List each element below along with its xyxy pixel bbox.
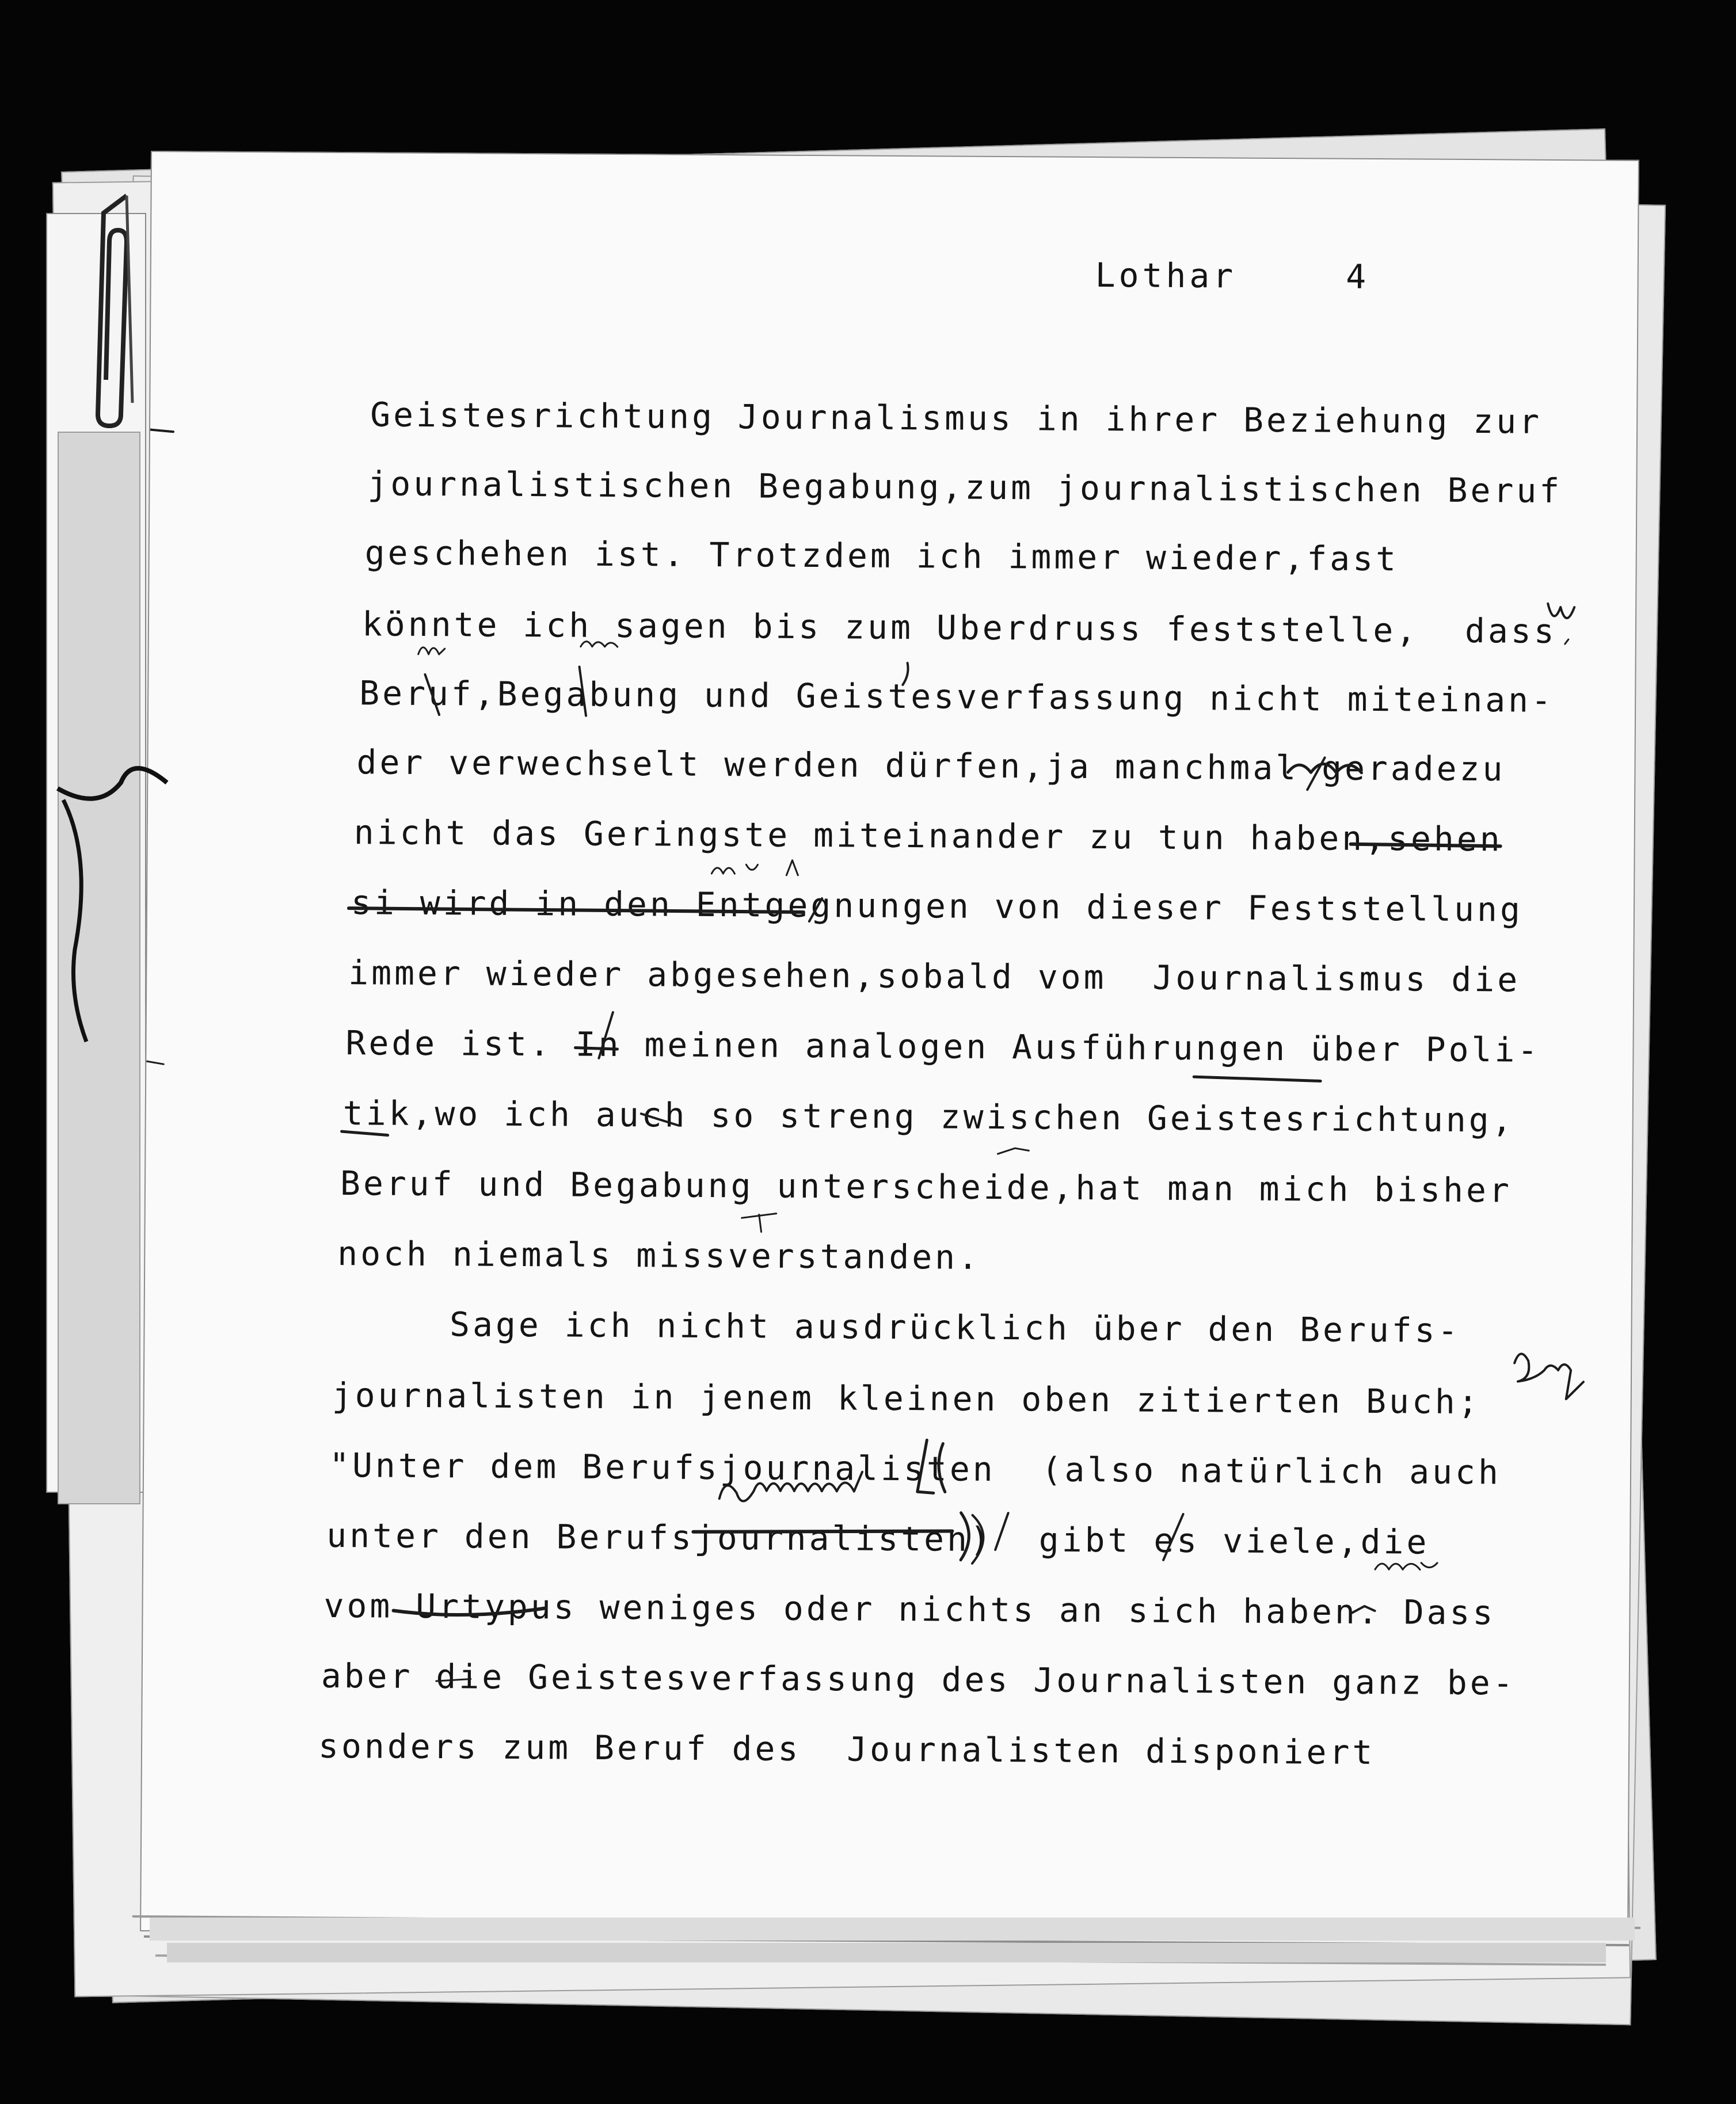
text-line: Beruf,Begabung und Geistesverfassung nicht miteinan- (359, 673, 1555, 720)
text-line: Rede ist. In meinen analogen Ausführungen über Poli- (345, 1023, 1541, 1070)
text-line: sonders zum Beruf des Journalisten disponiert (318, 1726, 1376, 1773)
text-line: noch niemals missverstanden. (337, 1234, 981, 1277)
text-line: aber die Geistesverfassung des Journalisten ganz be- (321, 1656, 1516, 1703)
text-line: "Unter dem Berufsjournalisten (also natürlich auch (329, 1445, 1502, 1492)
text-line: vom Urtypus weniges oder nichts an sich haben. Dass (323, 1585, 1496, 1633)
stacked-page-edges (132, 1905, 1652, 1985)
text-line: der verwechselt werden dürfen,ja manchmal geradezu (356, 742, 1506, 789)
text-line: unter den Berufsjournalisten) gibt es viele,die (326, 1515, 1430, 1562)
text-line: immer wieder abgesehen,sobald vom Journalismus die (348, 953, 1521, 1000)
text-line: könnte ich sagen bis zum Uberdruss feststelle, dass (361, 604, 1557, 651)
text-line: journalisten in jenem kleinen oben zitierten Buch; (332, 1375, 1481, 1422)
text-line: si wird in den Entgegnungen von dieser Feststellung (351, 883, 1524, 929)
typewritten-page (140, 151, 1639, 1941)
binding-string (52, 719, 178, 1065)
text-line: Sage ich nicht ausdrücklich über den Berufs- (334, 1303, 1461, 1350)
paper-clip-icon (86, 190, 150, 432)
text-line: nicht das Geringste miteinander zu tun haben,sehen (353, 813, 1503, 859)
text-line: journalistischen Begabung,zum journalistischen Beruf (367, 464, 1563, 510)
text-line: tik,wo ich auch so streng zwischen Geistesrichtung, (342, 1093, 1515, 1140)
header-page-number: 4 (1346, 257, 1370, 296)
text-line: Beruf und Begabung unterscheide,hat man mich bisher (340, 1164, 1513, 1210)
typed-body (141, 152, 1638, 1939)
text-line: Geistesrichtung Journalismus in ihrer Beziehung zur (370, 395, 1543, 441)
text-line: geschehen ist. Trotzdem ich immer wieder,fast (364, 533, 1399, 579)
header-author: Lothar (1095, 256, 1237, 296)
